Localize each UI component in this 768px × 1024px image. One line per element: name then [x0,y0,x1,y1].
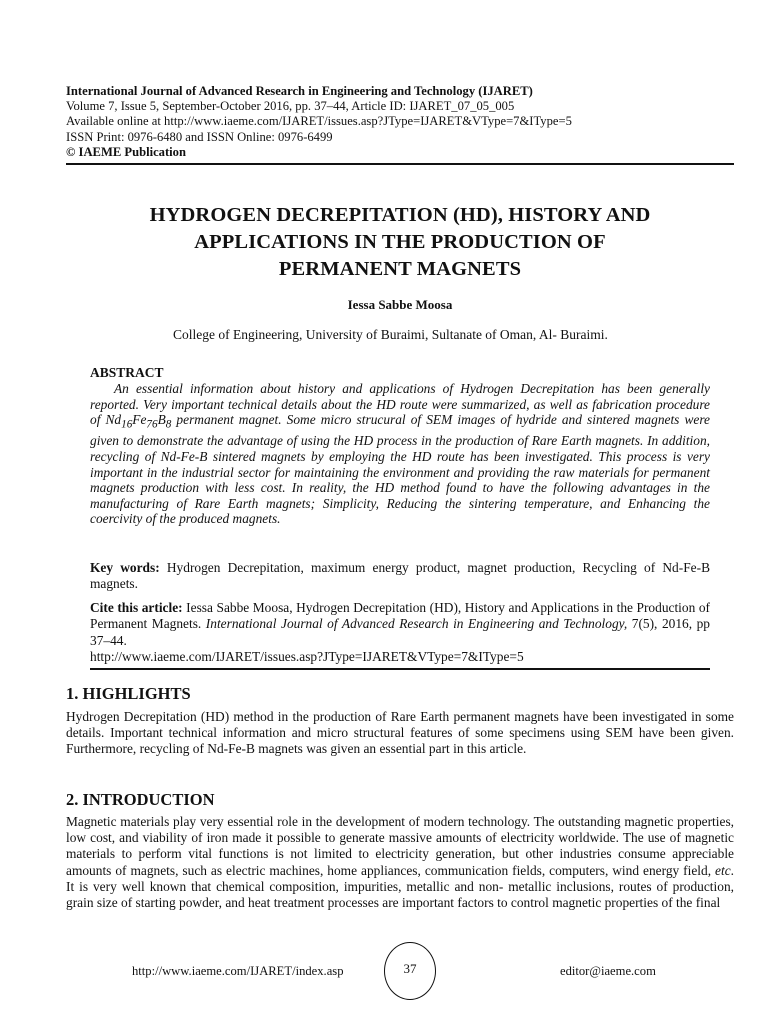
keywords-label: Key words: [90,560,160,575]
cite-label: Cite this article: [90,600,183,615]
introduction-heading: 2. INTRODUCTION [66,790,215,809]
journal-name: International Journal of Advanced Research in Engineering and Technology (IJARET) [66,84,533,98]
keywords-text: Hydrogen Decrepitation, maximum energy product, magnet production, Recycling of Nd-Fe-B magnets. [90,560,710,591]
highlights-paragraph: Hydrogen Decrepitation (HD) method in the production of Rare Earth permanent magnets have been investigated in some details. Important technical information and micro structural features of some specimens using SEM have been given. Furthermore, recycling of Nd-Fe-B magnets was given an essential part in this article. [66,709,734,757]
abstract-part-1: An essential information about history and applications of Hydrogen Decrepitation has been generally reported. Very important technical details about the HD route were summarized, as well as fabrication procedure of Nd [90,381,710,428]
keywords [90,560,710,592]
abstract-part-4: permanent magnet. Some micro strucural of SEM images of hydride and sintered magnets were given to demonstrate the advantage of using the HD process in the production of Rare Earth magnets. In addition, recycling of Nd-Fe-B sintered magnets by employing the HD route has been investigated. This process is very important in the industrial sector for maintaining the environment and providing the raw materials for permanent magnets production with less cost. In reality, the HD method found to have the following advantages in the manufacturing of Rare Earth magnets; Simplicity, Reducing the sintering temperature, and Enhancing the coercivity of the produced magnets. [90,412,711,527]
volume-info: Volume 7, Issue 5, September-October 2016, pp. 37–44, Article ID: IJARET_07_05_005 [66,99,515,114]
footer-url-link[interactable]: http://www.iaeme.com/IJARET/index.asp [132,964,344,978]
publisher: © IAEME Publication [66,144,186,159]
available-online: Available online at http://www.iaeme.com/IJARET/issues.asp?JType=IJARET&VType=7&IType=5 [66,114,572,129]
subscript-fe: 76 [146,418,158,431]
page-number: 37 [384,942,436,1000]
issn-info: ISSN Print: 0976-6480 and ISSN Online: 0976-6499 [66,129,333,144]
intro-etc: etc [715,862,731,878]
cite-journal: International Journal of Advanced Research in Engineering and Technology, [205,616,628,632]
intro-text-1: Magnetic materials play very essential role in the development of modern technology. The outstanding magnetic properties, low cost, and viability of iron made it possible to generate massive amounts of electricity worldwide. The use of magnetic materials to perform vital functions is not limited to electricity generation, but other industries consume appreciable amounts of magnets, such as electric machines, home appliances, communication fields, computers, wind energy field, [66,814,734,878]
abstract-part-2: Fe [132,412,147,428]
title-line-2: APPLICATIONS IN THE PRODUCTION OF [194,231,606,253]
header-rule [66,163,734,165]
journal-header [66,84,734,160]
affiliation: College of Engineering, University of Buraimi, Sultanate of Oman, Al- Buraimi. [173,327,608,342]
author-name: Iessa Sabbe Moosa [347,297,453,312]
introduction-paragraph [66,814,734,911]
cite-text-1: Iessa Sabbe Moosa, Hydrogen Decrepitation (HD), History and Applications in the Production of Permanent Magnets. [90,600,710,632]
abstract-heading: ABSTRACT [90,365,164,380]
paper-title [66,202,734,283]
subscript-b: 8 [165,418,172,431]
abstract-rule [90,668,710,670]
abstract-text [90,381,710,527]
cite-text-2: 7(5), 2016, pp 37–44. [90,616,710,648]
cite-url-link[interactable]: http://www.iaeme.com/IJARET/issues.asp?JType=IJARET&VType=7&IType=5 [90,649,524,665]
title-line-3: PERMANENT MAGNETS [278,258,522,280]
intro-text-2: . It is very well known that chemical composition, impurities, metallic and non- metallic inclusions, routes of production, grain size of starting powder, and heat treatment processes are important factors to control magnetic properties of the final [66,862,734,911]
subscript-nd: 16 [121,418,133,431]
cite-article [90,600,710,666]
title-line-1: HYDROGEN DECREPITATION (HD), HISTORY AND [149,204,651,226]
footer-email-link[interactable]: editor@iaeme.com [560,964,656,978]
highlights-heading: 1. HIGHLIGHTS [66,684,191,703]
abstract-part-3: B [157,412,166,428]
